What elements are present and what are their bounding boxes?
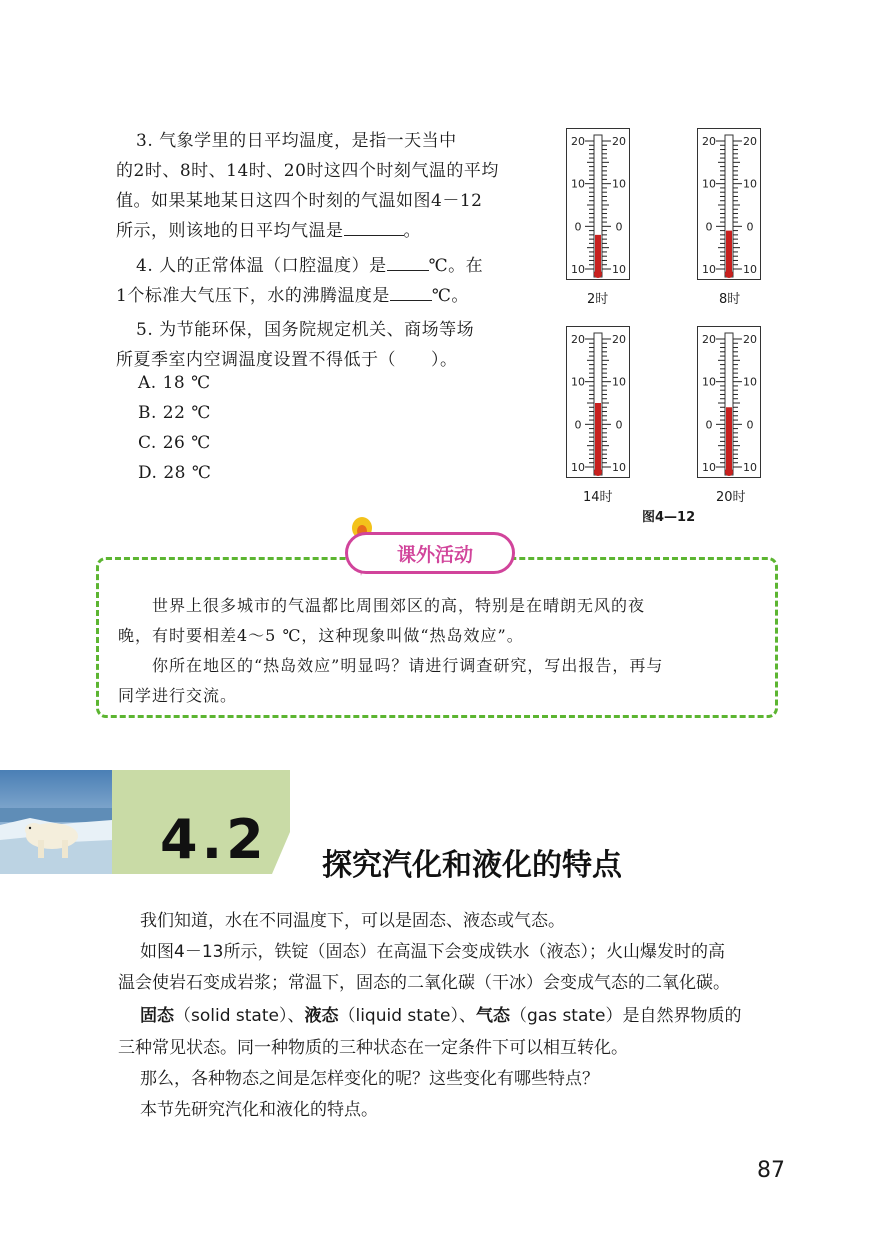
mercury-column xyxy=(726,407,732,471)
option-b: B. 22 ℃ xyxy=(138,403,211,423)
scale-label: 10 xyxy=(571,177,585,191)
scale-label: 20 xyxy=(612,135,626,148)
scale-label: 20 xyxy=(702,333,716,346)
option-a: A. 18 ℃ xyxy=(138,373,211,393)
body-paragraph-5: 本节先研究汽化和液化的特点。 xyxy=(140,1100,378,1120)
term-gas: 气态 xyxy=(475,1006,510,1026)
scale-label: 0 xyxy=(615,418,623,432)
scale-label: 10 xyxy=(743,375,757,389)
question-3-line-3: 值。如果某地某日这四个时刻的气温如图4－12 xyxy=(116,191,483,211)
thermometer-time-label: 20时 xyxy=(716,490,746,505)
question-4-line-2: 1个标准大气压下，水的沸腾温度是 ℃。 xyxy=(116,286,469,306)
activity-line: 世界上很多城市的气温都比周围郊区的高，特别是在晴朗无风的夜 xyxy=(152,596,646,615)
question-3-line-4: 所示，则该地的日平均气温是 。 xyxy=(116,221,421,241)
activity-line: 你所在地区的“热岛效应”明显吗？请进行调查研究，写出报告，再与 xyxy=(152,656,664,675)
scale-label: 10 xyxy=(612,263,626,276)
thermometer-time-label: 8时 xyxy=(719,292,741,307)
thermometer-20h xyxy=(697,326,761,478)
scale-label: 20 xyxy=(571,135,585,148)
option-c: C. 26 ℃ xyxy=(138,433,211,453)
body-paragraph-2-cont: 温会使岩石变成岩浆；常温下，固态的二氧化碳（干冰）会变成气态的二氧化碳。 xyxy=(118,973,730,993)
question-5-line-2: 所夏季室内空调温度设置不得低于（ ）。 xyxy=(116,350,458,370)
mercury-column xyxy=(726,231,732,273)
scale-label: 10 xyxy=(702,375,716,389)
activity-line: 同学进行交流。 xyxy=(118,686,238,705)
term-liquid: 液态 xyxy=(304,1006,339,1026)
thermometer-svg xyxy=(567,327,629,477)
page-number: 87 xyxy=(757,1158,785,1183)
thermometer-time-label: 14时 xyxy=(583,490,613,505)
option-d: D. 28 ℃ xyxy=(138,463,212,483)
body-paragraph-3: 固态（solid state）、液态（liquid state）、气态（gas state）是自然界物质的 xyxy=(140,1006,742,1026)
section-title: 探究汽化和液化的特点 xyxy=(322,848,622,883)
scale-label: 0 xyxy=(746,220,754,234)
scale-label: 0 xyxy=(746,418,754,432)
mercury-bulb xyxy=(594,270,602,278)
question-3-line-2: 的2时、8时、14时、20时这四个时刻气温的平均 xyxy=(116,161,499,181)
answer-blank xyxy=(344,221,404,236)
question-5-line-1: 5. 为节能环保，国务院规定机关、商场等场 xyxy=(136,320,475,340)
thermometer-8h xyxy=(697,128,761,280)
thermometer-svg xyxy=(698,327,760,477)
scale-label: 0 xyxy=(574,220,582,234)
section-number: 4.2 xyxy=(160,808,268,871)
term-solid: 固态 xyxy=(140,1006,174,1026)
scale-label: 10 xyxy=(743,177,757,191)
scale-label: 0 xyxy=(705,220,713,234)
scale-label: 10 xyxy=(612,177,626,191)
answer-blank xyxy=(387,256,429,271)
scale-label: 20 xyxy=(743,333,757,346)
scale-label: 10 xyxy=(702,177,716,191)
body-paragraph-2: 如图4－13所示，铁锭（固态）在高温下会变成铁水（液态）；火山爆发时的高 xyxy=(140,942,725,962)
mercury-bulb xyxy=(725,468,733,476)
scale-label: 10 xyxy=(571,263,585,276)
scale-label: 0 xyxy=(705,418,713,432)
scale-label: 10 xyxy=(612,461,626,474)
activity-title: 课外活动 xyxy=(345,532,515,574)
question-3-line-1: 3. 气象学里的日平均温度，是指一天当中 xyxy=(136,131,457,151)
body-paragraph-1: 我们知道，水在不同温度下，可以是固态、液态或气态。 xyxy=(140,911,565,931)
figure-caption: 图4—12 xyxy=(642,510,696,525)
thermometer-time-label: 2时 xyxy=(587,292,609,307)
mercury-bulb xyxy=(594,468,602,476)
scale-label: 10 xyxy=(743,263,757,276)
scale-label: 0 xyxy=(615,220,623,234)
activity-line: 晚，有时要相差4～5 ℃，这种现象叫做“热岛效应”。 xyxy=(118,626,524,645)
scale-label: 20 xyxy=(702,135,716,148)
scale-label: 20 xyxy=(571,333,585,346)
scale-label: 10 xyxy=(702,263,716,276)
scale-label: 20 xyxy=(612,333,626,346)
scale-label: 10 xyxy=(702,461,716,474)
body-paragraph-4: 那么，各种物态之间是怎样变化的呢？这些变化有哪些特点？ xyxy=(140,1069,599,1089)
scale-label: 10 xyxy=(743,461,757,474)
body-paragraph-3-cont: 三种常见状态。同一种物质的三种状态在一定条件下可以相互转化。 xyxy=(118,1038,628,1058)
scale-label: 10 xyxy=(571,461,585,474)
scale-label: 20 xyxy=(743,135,757,148)
thermometer-2h xyxy=(566,128,630,280)
thermometer-svg xyxy=(698,129,760,279)
thermometer-svg xyxy=(567,129,629,279)
question-4-line-1: 4. 人的正常体温（口腔温度）是 ℃。在 xyxy=(136,256,484,276)
scale-label: 0 xyxy=(574,418,582,432)
scale-label: 10 xyxy=(571,375,585,389)
scale-label: 10 xyxy=(612,375,626,389)
answer-blank xyxy=(390,286,432,301)
thermometer-14h xyxy=(566,326,630,478)
mercury-column xyxy=(595,403,601,471)
mercury-bulb xyxy=(725,270,733,278)
mercury-column xyxy=(595,235,601,273)
